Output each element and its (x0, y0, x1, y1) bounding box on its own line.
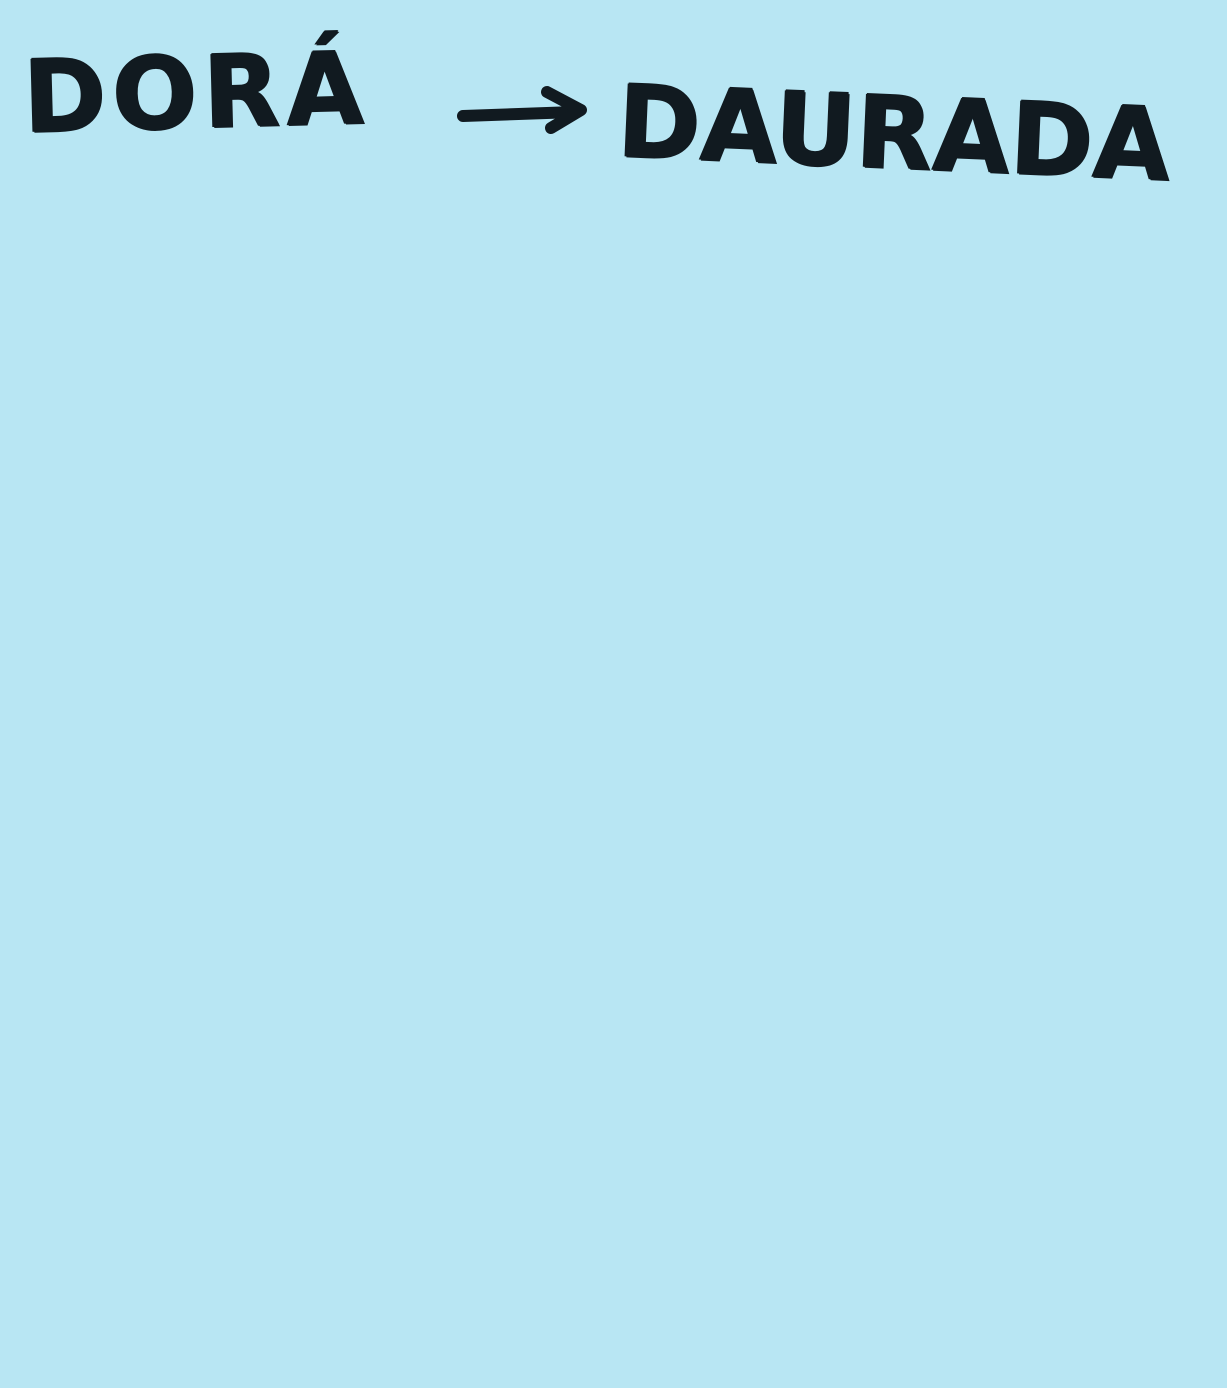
target-word: DAURADA (615, 63, 1174, 205)
right-arrow-icon (455, 80, 595, 140)
source-word: DORÁ (21, 29, 372, 156)
